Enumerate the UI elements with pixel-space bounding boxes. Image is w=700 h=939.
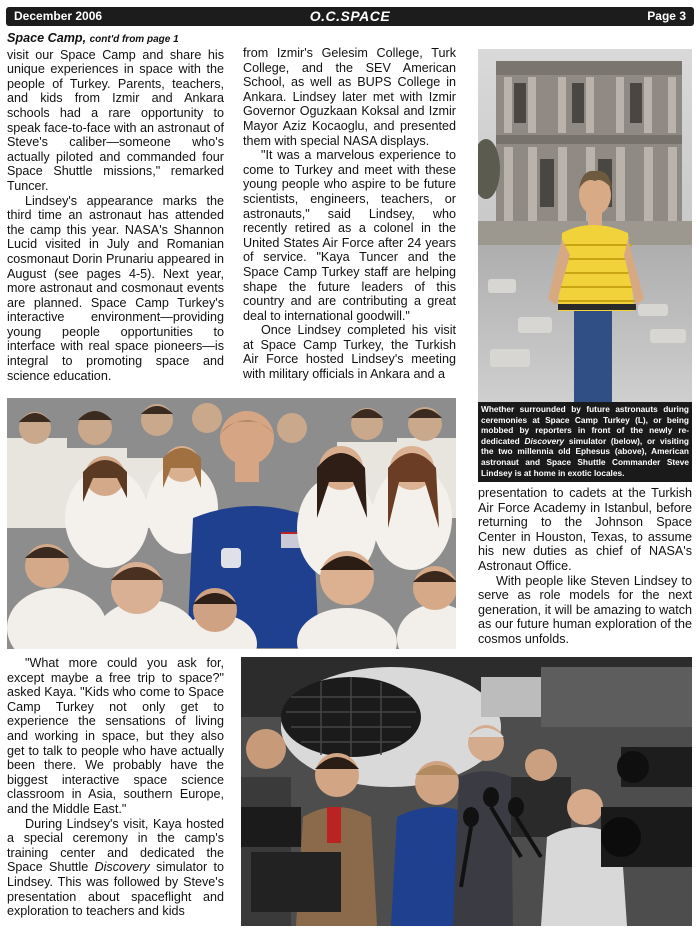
- ephesus-photo-art: [478, 49, 692, 402]
- photo-caption: [478, 402, 692, 482]
- ephesus-photo: [478, 49, 692, 402]
- continued-title: Space Camp,: [7, 31, 87, 45]
- press-conference-photo: [241, 657, 692, 926]
- page-header: [6, 7, 694, 26]
- article-column-1-bottom: [7, 656, 224, 919]
- space-camp-group-photo: [7, 398, 456, 649]
- paragraph: "It was a marvelous experience to come to Turkey and meet with these young people who aspire to be future scientists, engineers, teachers, or astronauts," said Lindsey, who recently retired as a colonel in the United States Air Force after 24 years of service. "Kaya Tuncer and the Space Camp Turkey staff are helping shape the future leaders of this country and are contributing a great deal to international goodwill.": [243, 148, 456, 323]
- continued-heading: [7, 31, 224, 48]
- paragraph-emphasis: Discovery: [94, 860, 150, 875]
- caption-text: simulator (below), or visiting the two millennia old Ephesus (above), American astronaut and Space Shuttle Commander Steve Lindsey is at home in exotic locales.: [481, 435, 689, 478]
- caption-text: Whether surrounded by future astronauts during ceremonies at Space Camp Turkey (L), or being mobbed by reporters in front of the newly re-dedicated: [481, 404, 689, 446]
- article-column-1-top: [7, 31, 224, 383]
- paragraph: visit our Space Camp and share his unique experiences in space with the people of Turkey. Parents, teachers, and kids from Izmir and Ankara schools had a rare opportunity to speak face-to-face with an astronaut of Steve's caliber—someone who's actually piloted and commanded four Space Shuttle missions," remarked Tuncer.: [7, 47, 225, 193]
- newsletter-title: O.C.SPACE: [309, 8, 391, 24]
- page-number: Page 3: [647, 9, 686, 23]
- article-column-2-top: [243, 46, 456, 382]
- paragraph-text: simulator to Lindsey. This was followed by Steve's presentation about spaceflight and exploration to teachers and kids: [7, 860, 224, 919]
- paragraph: With people like Steven Lindsey to serve as role models for the next generation, it will be amazing to watch as our future human exploration of the cosmos unfolds.: [478, 573, 692, 646]
- paragraph: "What more could you ask for, except maybe a free trip to space?" asked Kaya. "Kids who come to Space Camp Turkey not only get to experience the sensations of living and working in space, but they also get to talk to people who have actually been there. We probably have the biggest interactive space science classroom in Asia, southern Europe, and the Middle East.": [7, 656, 224, 816]
- issue-date: December 2006: [14, 9, 103, 23]
- group-photo-art: [7, 398, 456, 649]
- paragraph: presentation to cadets at the Turkish Air Force Academy in Istanbul, before returning to the Johnson Space Center in Houston, Texas, to assume his new duties as chief of NASA's Astronaut Office.: [478, 486, 692, 573]
- paragraph: Lindsey's appearance marks the third time an astronaut has attended the camp this year. NASA's Shannon Lucid visited in July and Romanian cosmonaut Dorin Prunariu appeared in August (see pages 4-5). Next year, more astronaut and cosmonaut events are planned. Space Camp Turkey's interactive environment—providing young people opportunities to interface with real space pioneers—is integral to promoting space and science education.: [7, 193, 224, 383]
- continued-note: cont'd from page 1: [89, 34, 179, 45]
- caption-emphasis: Discovery: [524, 435, 565, 446]
- paragraph-text: During Lindsey's visit, Kaya hosted a special ceremony in the camp's training center and dedicated the Space Shuttle: [7, 816, 224, 875]
- press-photo-art: [241, 657, 692, 926]
- paragraph: from Izmir's Gelesim College, Turk College, and the SEV American School, as well as BUPS College in Ankara. Lindsey later met with Izmir Governor Oguzkaan Koksal and Izmir Mayor Aziz Kocaoglu, and presented them with special NASA displays.: [243, 46, 456, 148]
- paragraph: Once Lindsey completed his visit at Space Camp Turkey, the Turkish Air Force hosted Lindsey's meeting with military officials in Ankara and a: [243, 323, 456, 382]
- article-column-3-middle: [478, 486, 692, 647]
- paragraph: [7, 817, 224, 919]
